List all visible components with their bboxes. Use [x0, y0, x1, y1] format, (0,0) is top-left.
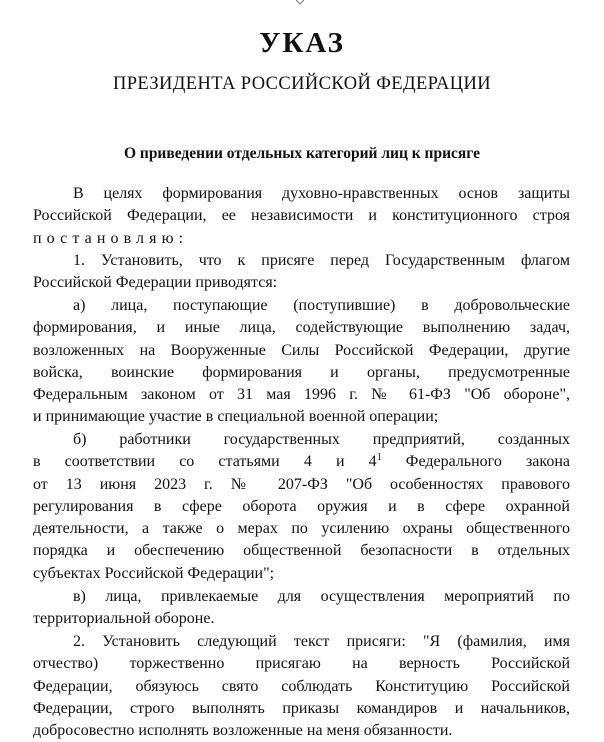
text-line: Российской Федерации, ее независимости и конституционного строя — [33, 207, 570, 225]
text-line: и принимающие участие в специальной военной операции; — [33, 408, 439, 426]
law-reference-end: Федерального закона — [381, 453, 570, 471]
text-line: формирования, и иные лица, содействующие выполнению задач, — [33, 319, 570, 337]
text-line: постановляю: — [33, 229, 189, 247]
text-line: порядка и обеспечению общественной безопасности в отдельных — [33, 542, 570, 560]
subpoint-v-paragraph — [33, 586, 570, 631]
text-line: территориальной обороне. — [33, 610, 215, 628]
document-title: УКАЗ — [259, 27, 345, 59]
text-line: а) лица, поступающие (поступившие) в добровольческие — [73, 297, 570, 314]
text-line: Федерации, строго выполнять приказы командиров и начальников, — [33, 699, 570, 717]
document-heading: О приведении отдельных категорий лиц к присяге — [123, 145, 481, 162]
text-line: 2. Установить следующий текст присяги: "Я (фамилия, имя — [73, 633, 570, 650]
text-line: добросовестно исполнять возложенные на меня обязанности. — [33, 722, 453, 740]
subpoint-a-paragraph — [33, 295, 570, 429]
text-line — [33, 451, 570, 473]
text-line: 1. Установить, что к присяге перед Государственным флагом — [73, 252, 570, 269]
text-line: В целях формирования духовно-нравственных основ защиты — [73, 185, 570, 202]
article-superscript: 1 — [376, 452, 382, 464]
text-line: регулирования в сфере оборота оружия и в сфере охранной — [33, 497, 570, 515]
text-line: отчество) торжественно присягаю на верность Российской — [33, 655, 570, 673]
text-line: Федеральным законом от 31 мая 1996 г. № 61-ФЗ "Об обороне", — [33, 386, 570, 404]
preamble-paragraph — [33, 183, 570, 250]
text-line: субъектах Российской Федерации"; — [33, 564, 275, 582]
text-line: б) работники государственных предприятий, созданных — [73, 431, 570, 448]
text-line: Федерации, обязуюсь свято соблюдать Конституцию Российской — [33, 677, 570, 695]
emblem-mark-icon — [296, 0, 304, 5]
point-1-paragraph — [33, 250, 570, 295]
text-line: в) лица, привлекаемые для осуществления мероприятий по — [73, 588, 570, 605]
text-line: возложенных на Вооруженные Силы Российской Федерации, другие — [33, 341, 570, 359]
point-2-paragraph — [33, 631, 570, 742]
document-subtitle: ПРЕЗИДЕНТА РОССИЙСКОЙ ФЕДЕРАЦИИ — [112, 74, 492, 94]
law-reference: в соответствии со статьями 4 и 4 — [33, 453, 377, 471]
text-line: войска, воинские формирования и органы, предусмотренные — [33, 363, 570, 381]
text-line: от 13 июня 2023 г. № 207-ФЗ "Об особенностях правового — [33, 475, 570, 493]
subpoint-b-paragraph — [33, 429, 570, 585]
text-line: Российской Федерации приводятся: — [33, 274, 278, 292]
text-line: деятельности, а также о мерах по усилению охраны общественного — [33, 520, 570, 538]
